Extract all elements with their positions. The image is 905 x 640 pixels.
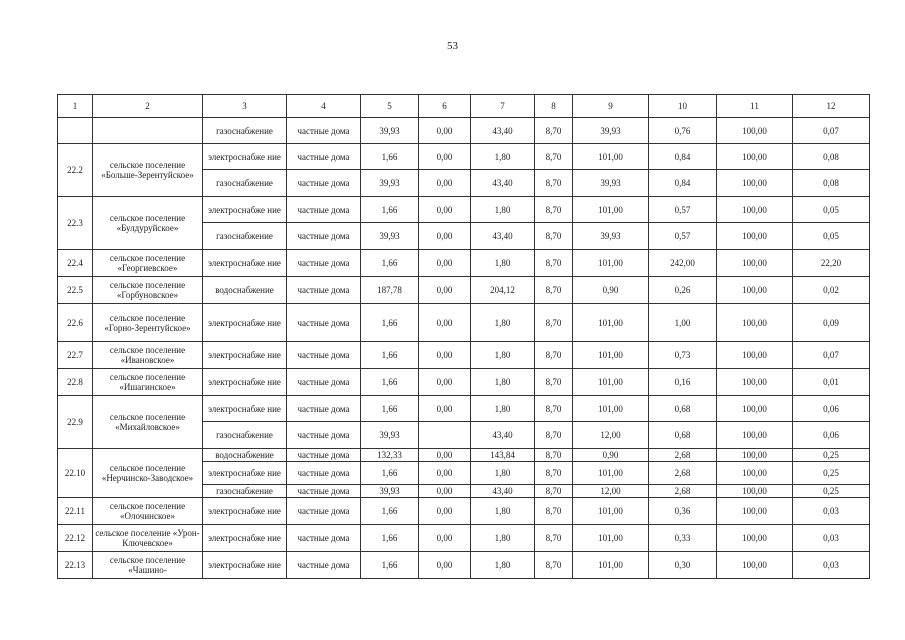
table-cell: 8,70 [535, 525, 573, 552]
table-cell: 8,70 [535, 396, 573, 422]
table-cell [93, 118, 203, 144]
table-cell: 100,00 [717, 342, 793, 369]
table-cell: 101,00 [573, 525, 649, 552]
table-cell: 0,07 [793, 118, 870, 144]
table-cell: 43,40 [471, 118, 535, 144]
table-cell: 1,80 [471, 396, 535, 422]
table-cell: 100,00 [717, 498, 793, 525]
table-cell: 1,80 [471, 304, 535, 342]
table-cell: 1,66 [361, 250, 419, 277]
table-cell: сельское поселение «Георгиевское» [93, 250, 203, 277]
table-cell: частные дома [287, 277, 361, 304]
table-cell: 100,00 [717, 396, 793, 422]
table-cell: 0,08 [793, 144, 870, 170]
table-cell: электроснабже ние [203, 552, 287, 579]
table-cell: 101,00 [573, 396, 649, 422]
table-cell: 22.11 [58, 498, 93, 525]
header-cell: 7 [471, 95, 535, 118]
table-cell: 1,66 [361, 498, 419, 525]
table-cell: 101,00 [573, 552, 649, 579]
table-cell: 43,40 [471, 170, 535, 197]
header-cell: 11 [717, 95, 793, 118]
table-cell: газоснабжение [203, 170, 287, 197]
table-cell: 100,00 [717, 197, 793, 223]
table-cell: 39,93 [573, 118, 649, 144]
table-cell: сельское поселение «Больше-Зерентуйское» [93, 144, 203, 197]
table-cell: 101,00 [573, 250, 649, 277]
table-row [58, 498, 870, 525]
table-cell: 0,05 [793, 197, 870, 223]
table-cell: 0,05 [793, 223, 870, 250]
table-cell: 0,00 [419, 525, 471, 552]
table-cell: 101,00 [573, 144, 649, 170]
header-cell: 12 [793, 95, 870, 118]
table-row [58, 449, 870, 462]
table-cell: 8,70 [535, 422, 573, 449]
table-cell: частные дома [287, 552, 361, 579]
table-cell: 0,73 [649, 342, 717, 369]
table-cell: сельское поселение «Михайловское» [93, 396, 203, 449]
table-cell: частные дома [287, 449, 361, 462]
table-cell: 1,80 [471, 498, 535, 525]
table-cell: 8,70 [535, 304, 573, 342]
table-cell: 187,78 [361, 277, 419, 304]
table-cell: 101,00 [573, 369, 649, 396]
table-cell: частные дома [287, 525, 361, 552]
table-cell: 101,00 [573, 462, 649, 485]
table-cell: сельское поселение «Ишагинское» [93, 369, 203, 396]
table-cell: 0,03 [793, 552, 870, 579]
header-cell: 3 [203, 95, 287, 118]
table-cell: 12,00 [573, 422, 649, 449]
table-cell: 0,90 [573, 277, 649, 304]
table-cell: 8,70 [535, 223, 573, 250]
table-cell: 8,70 [535, 170, 573, 197]
table-cell: 8,70 [535, 462, 573, 485]
header-cell: 2 [93, 95, 203, 118]
table-cell: сельское поселение «Чашино- [93, 552, 203, 579]
table-cell: 8,70 [535, 250, 573, 277]
table-cell: 0,33 [649, 525, 717, 552]
table-cell: 100,00 [717, 422, 793, 449]
table-cell: 0,00 [419, 552, 471, 579]
table-cell: 1,66 [361, 396, 419, 422]
table-cell: 22.7 [58, 342, 93, 369]
table-cell: частные дома [287, 170, 361, 197]
table-cell: электроснабже ние [203, 250, 287, 277]
table-cell: 100,00 [717, 277, 793, 304]
table-cell: 0,03 [793, 525, 870, 552]
table-row [58, 396, 870, 422]
table-cell: частные дома [287, 498, 361, 525]
table-cell: электроснабже ние [203, 144, 287, 170]
table-cell: электроснабже ние [203, 498, 287, 525]
table-cell: 0,00 [419, 197, 471, 223]
table-cell: 0,90 [573, 449, 649, 462]
table-cell: 0,00 [419, 449, 471, 462]
header-cell: 4 [287, 95, 361, 118]
table-row [58, 304, 870, 342]
table-cell: 0,00 [419, 369, 471, 396]
table-cell: частные дома [287, 197, 361, 223]
table-cell: 2,68 [649, 462, 717, 485]
table-cell: частные дома [287, 462, 361, 485]
table-cell: сельское поселение «Горбуновское» [93, 277, 203, 304]
header-cell: 5 [361, 95, 419, 118]
table-cell: 0,25 [793, 485, 870, 498]
table-cell: 39,93 [573, 170, 649, 197]
tariff-table [57, 94, 870, 579]
table-cell: 39,93 [361, 485, 419, 498]
table-cell: 1,66 [361, 462, 419, 485]
table-cell: частные дома [287, 223, 361, 250]
table-row [58, 197, 870, 223]
table-cell: 100,00 [717, 144, 793, 170]
table-cell: 0,00 [419, 498, 471, 525]
table-cell: 8,70 [535, 369, 573, 396]
table-cell: частные дома [287, 118, 361, 144]
table-cell: 22.12 [58, 525, 93, 552]
table-cell: сельское поселение «Олочинское» [93, 498, 203, 525]
header-cell: 8 [535, 95, 573, 118]
table-cell: 39,93 [361, 118, 419, 144]
table-cell: 0,57 [649, 197, 717, 223]
table-cell: 2,68 [649, 485, 717, 498]
table-cell: 0,02 [793, 277, 870, 304]
table-cell: электроснабже ние [203, 462, 287, 485]
table-cell: 101,00 [573, 342, 649, 369]
table-cell: 204,12 [471, 277, 535, 304]
table-cell: 1,80 [471, 369, 535, 396]
table-cell: 22.4 [58, 250, 93, 277]
table-cell: 100,00 [717, 369, 793, 396]
table-cell: частные дома [287, 485, 361, 498]
table-cell: электроснабже ние [203, 369, 287, 396]
table-cell: 2,68 [649, 449, 717, 462]
table-cell: электроснабже ние [203, 197, 287, 223]
table-cell: 100,00 [717, 170, 793, 197]
table-cell: 0,57 [649, 223, 717, 250]
table-cell: электроснабже ние [203, 525, 287, 552]
table-cell: 1,80 [471, 462, 535, 485]
table-cell: частные дома [287, 369, 361, 396]
table-cell: 100,00 [717, 449, 793, 462]
table-cell: 1,80 [471, 525, 535, 552]
table-cell [419, 422, 471, 449]
table-cell: 1,00 [649, 304, 717, 342]
table-cell: частные дома [287, 396, 361, 422]
table-cell: 39,93 [573, 223, 649, 250]
table-cell: 101,00 [573, 304, 649, 342]
header-cell: 10 [649, 95, 717, 118]
table-cell: 39,93 [361, 223, 419, 250]
table-cell: электроснабже ние [203, 342, 287, 369]
table-cell: 0,03 [793, 498, 870, 525]
table-cell: частные дома [287, 304, 361, 342]
table-cell: 100,00 [717, 223, 793, 250]
table-cell: 1,66 [361, 304, 419, 342]
table-row [58, 144, 870, 170]
table-cell: 0,06 [793, 396, 870, 422]
table-cell: сельское поселение «Булдуруйское» [93, 197, 203, 250]
table-cell: 8,70 [535, 552, 573, 579]
table-cell: 8,70 [535, 277, 573, 304]
table-cell: 0,00 [419, 118, 471, 144]
header-cell: 9 [573, 95, 649, 118]
table-cell: 132,33 [361, 449, 419, 462]
table-cell: 0,84 [649, 170, 717, 197]
header-cell: 6 [419, 95, 471, 118]
table-cell: 0,36 [649, 498, 717, 525]
table-cell: 101,00 [573, 498, 649, 525]
table-cell: 100,00 [717, 462, 793, 485]
table-cell: 0,68 [649, 422, 717, 449]
table-cell: 39,93 [361, 422, 419, 449]
table-cell: газоснабжение [203, 118, 287, 144]
table-cell: 1,80 [471, 552, 535, 579]
table-cell: 43,40 [471, 485, 535, 498]
table-cell: 143,84 [471, 449, 535, 462]
table-cell: 0,07 [793, 342, 870, 369]
table-cell: 0,84 [649, 144, 717, 170]
table-cell: 39,93 [361, 170, 419, 197]
table-cell: 43,40 [471, 223, 535, 250]
table-cell: сельское поселение «Горно-Зерентуйское» [93, 304, 203, 342]
table-cell: 1,66 [361, 369, 419, 396]
header-cell: 1 [58, 95, 93, 118]
table-cell: 100,00 [717, 304, 793, 342]
table-cell: 22.9 [58, 396, 93, 449]
table-cell: 1,66 [361, 197, 419, 223]
table-cell: частные дома [287, 422, 361, 449]
table-cell: сельское поселение «Ивановское» [93, 342, 203, 369]
table-cell: 8,70 [535, 144, 573, 170]
table-cell: 12,00 [573, 485, 649, 498]
table-cell: 0,00 [419, 170, 471, 197]
table-cell: 0,00 [419, 485, 471, 498]
table-body [58, 95, 870, 579]
table-cell: газоснабжение [203, 422, 287, 449]
table-cell: 1,66 [361, 342, 419, 369]
table-row [58, 277, 870, 304]
table-cell: сельское поселение «Урон-Ключевское» [93, 525, 203, 552]
table-cell: 0,00 [419, 304, 471, 342]
table-cell: 22.3 [58, 197, 93, 250]
table-cell: 1,66 [361, 552, 419, 579]
table-cell: 0,08 [793, 170, 870, 197]
table-cell: 22.13 [58, 552, 93, 579]
table-cell: 0,26 [649, 277, 717, 304]
table-cell: частные дома [287, 144, 361, 170]
table-cell: 22.6 [58, 304, 93, 342]
header-row [58, 95, 870, 118]
table-cell: 8,70 [535, 485, 573, 498]
table-cell: 22.8 [58, 369, 93, 396]
table-cell: 1,80 [471, 250, 535, 277]
table-cell: водоснабжение [203, 277, 287, 304]
table-cell: 8,70 [535, 118, 573, 144]
table-cell: сельское поселение «Нерчинско-Заводское» [93, 449, 203, 498]
table-cell: электроснабже ние [203, 304, 287, 342]
table-cell: 22.5 [58, 277, 93, 304]
table-cell: 100,00 [717, 118, 793, 144]
table-cell: 0,16 [649, 369, 717, 396]
table-cell: 101,00 [573, 197, 649, 223]
table-cell: 8,70 [535, 197, 573, 223]
table-cell: газоснабжение [203, 485, 287, 498]
table-cell: частные дома [287, 342, 361, 369]
table-cell: 100,00 [717, 525, 793, 552]
table-row [58, 250, 870, 277]
table-cell: 1,80 [471, 197, 535, 223]
table-cell: 0,25 [793, 462, 870, 485]
table-cell: водоснабжение [203, 449, 287, 462]
table-cell: 0,30 [649, 552, 717, 579]
table-row [58, 552, 870, 579]
table-cell: 1,66 [361, 144, 419, 170]
table-cell: 8,70 [535, 449, 573, 462]
table-cell: 8,70 [535, 342, 573, 369]
table-cell: 0,00 [419, 462, 471, 485]
table-cell: 0,09 [793, 304, 870, 342]
table-cell: 0,00 [419, 342, 471, 369]
table-cell: 0,00 [419, 223, 471, 250]
table-cell: газоснабжение [203, 223, 287, 250]
table-cell: 0,00 [419, 144, 471, 170]
table-cell: 0,00 [419, 277, 471, 304]
table-cell: 100,00 [717, 485, 793, 498]
table-cell: 0,76 [649, 118, 717, 144]
table-cell: 242,00 [649, 250, 717, 277]
page-number: 53 [447, 40, 458, 52]
table-cell: частные дома [287, 250, 361, 277]
table-cell: 0,68 [649, 396, 717, 422]
table-cell: 1,80 [471, 144, 535, 170]
table-cell: 0,00 [419, 250, 471, 277]
table-row [58, 118, 870, 144]
table-cell: 43,40 [471, 422, 535, 449]
table-cell: 100,00 [717, 250, 793, 277]
table-row [58, 369, 870, 396]
table-cell: 1,80 [471, 342, 535, 369]
table-cell: 8,70 [535, 498, 573, 525]
table-cell: 22.2 [58, 144, 93, 197]
table-cell: 100,00 [717, 552, 793, 579]
table-cell: 0,06 [793, 422, 870, 449]
table-cell: 22,20 [793, 250, 870, 277]
table-cell: 0,01 [793, 369, 870, 396]
table-cell: 0,00 [419, 396, 471, 422]
table-cell [58, 118, 93, 144]
table-cell: электроснабже ние [203, 396, 287, 422]
table-cell: 0,25 [793, 449, 870, 462]
table-row [58, 342, 870, 369]
table-cell: 22.10 [58, 449, 93, 498]
table-row [58, 525, 870, 552]
table-cell: 1,66 [361, 525, 419, 552]
